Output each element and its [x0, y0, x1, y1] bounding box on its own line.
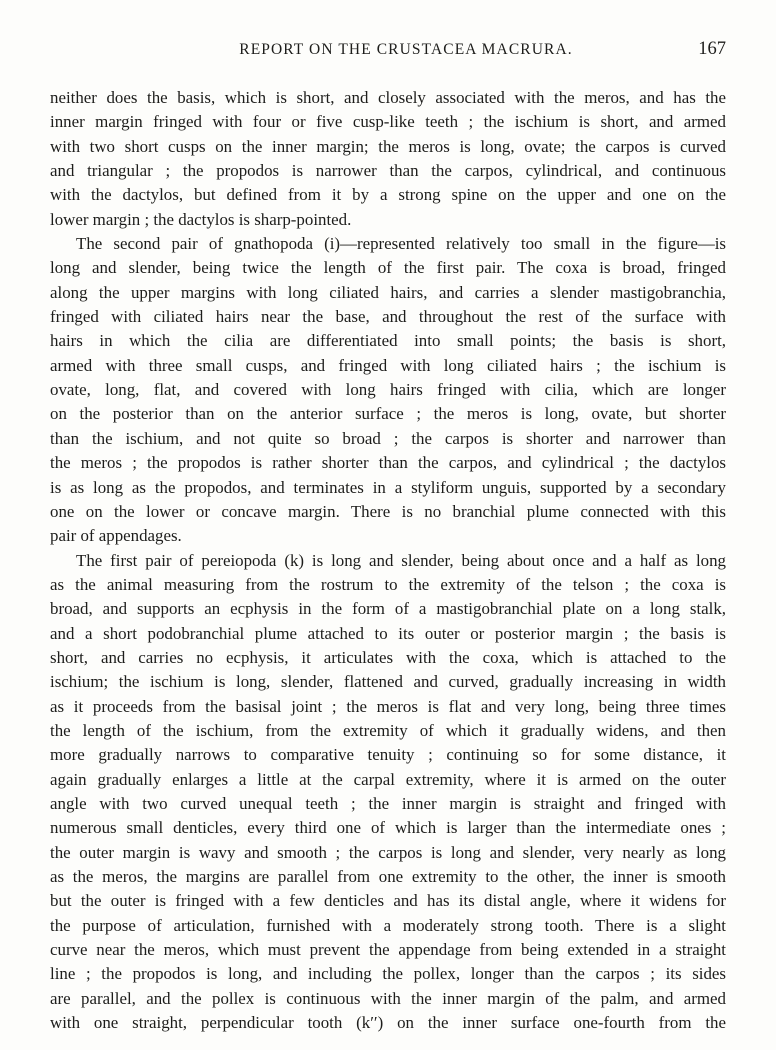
paragraph-first-pereiopoda: [50, 549, 726, 1036]
text-line: pair of appendages.: [50, 526, 182, 546]
text-line: short, and carries no ecphysis, it articulates with the coxa, which is attached to the: [50, 647, 726, 667]
text-line: as the meros, the margins are parallel from one extremity to the other, the inner is smooth: [50, 867, 726, 886]
running-title: REPORT ON THE CRUSTACEA MACRURA.: [239, 41, 573, 58]
text-line: with two short cusps on the inner margin; the meros is long, ovate; the carpos is curved: [50, 136, 726, 156]
text-line: one on the lower or concave margin. There is no branchial plume connected with this: [50, 501, 726, 521]
text-line: armed with three small cusps, and fringed with long ciliated hairs ; the ischium is: [50, 355, 726, 375]
text-line: The first pair of pereiopoda (k) is long and slender, being about once and a half as long: [76, 550, 726, 570]
text-line: ovate, long, flat, and covered with long hairs fringed with cilia, which are longer: [50, 380, 726, 400]
body-text: [50, 86, 726, 1035]
text-line: are parallel, and the pollex is continuous with the inner margin of the palm, and armed: [50, 988, 726, 1008]
text-line: more gradually narrows to comparative tenuity ; continuing so for some distance, it: [50, 745, 726, 765]
paragraph-coxa-description: [50, 86, 726, 232]
page-header: [50, 41, 726, 65]
text-line: The second pair of gnathopoda (i)—represented relatively too small in the figure—is: [76, 234, 726, 254]
text-line: angle with two curved unequal teeth ; the inner margin is straight and fringed with: [50, 793, 726, 813]
text-line: neither does the basis, which is short, and closely associated with the meros, and has the: [50, 88, 726, 107]
text-line: the purpose of articulation, furnished with a moderately strong tooth. There is a slight: [50, 915, 726, 935]
text-line: with one straight, perpendicular tooth (k′′) on the inner surface one-fourth from the: [50, 1013, 726, 1033]
text-line: numerous small denticles, every third one of which is larger than the intermediate ones ;: [50, 818, 726, 838]
text-line: inner margin fringed with four or five cusp-like teeth ; the ischium is short, and armed: [50, 112, 726, 132]
text-line: and triangular ; the propodos is narrower than the carpos, cylindrical, and continuous: [50, 161, 726, 181]
text-line: but the outer is fringed with a few denticles and has its distal angle, where it widens for: [50, 891, 726, 911]
paragraph-second-gnathopoda: [50, 232, 726, 548]
text-line: as the animal measuring from the rostrum to the extremity of the telson ; the coxa is: [50, 574, 726, 594]
text-line: along the upper margins with long ciliated hairs, and carries a slender mastigobranchia,: [50, 282, 726, 302]
text-line: broad, and supports an ecphysis in the form of a mastigobranchial plate on a long stalk,: [50, 599, 726, 619]
text-line: on the posterior than on the anterior surface ; the meros is long, ovate, but shorter: [50, 404, 726, 424]
page-number: 167: [698, 39, 726, 59]
text-line: line ; the propodos is long, and including the pollex, longer than the carpos ; its sides: [50, 964, 726, 984]
text-line: the length of the ischium, from the extremity of which it gradually widens, and then: [50, 720, 726, 740]
text-line: is as long as the propodos, and terminates in a styliform unguis, supported by a secondary: [50, 477, 726, 497]
text-line: and a short podobranchial plume attached to its outer or posterior margin ; the basis is: [50, 623, 726, 643]
text-line: ischium; the ischium is long, slender, flattened and curved, gradually increasing in width: [50, 672, 726, 692]
text-line: fringed with ciliated hairs near the base, and throughout the rest of the surface with: [50, 307, 726, 327]
text-line: than the ischium, and not quite so broad ; the carpos is shorter and narrower than: [50, 428, 726, 448]
text-line: the meros ; the propodos is rather shorter than the carpos, and cylindrical ; the dactylos: [50, 453, 726, 473]
text-line: as it proceeds from the basisal joint ; the meros is flat and very long, being three times: [50, 696, 726, 716]
text-line: hairs in which the cilia are differentiated into small points; the basis is short,: [50, 331, 726, 351]
text-line: with the dactylos, but defined from it by a strong spine on the upper and one on the: [50, 185, 726, 205]
text-line: curve near the meros, which must prevent the appendage from being extended in a straight: [50, 940, 726, 960]
text-line: long and slender, being twice the length of the first pair. The coxa is broad, fringed: [50, 258, 726, 278]
text-line: lower margin ; the dactylos is sharp-pointed.: [50, 209, 352, 229]
text-line: again gradually enlarges a little at the carpal extremity, where it is armed on the outer: [50, 769, 726, 789]
text-line: the outer margin is wavy and smooth ; the carpos is long and slender, very nearly as long: [50, 842, 726, 862]
